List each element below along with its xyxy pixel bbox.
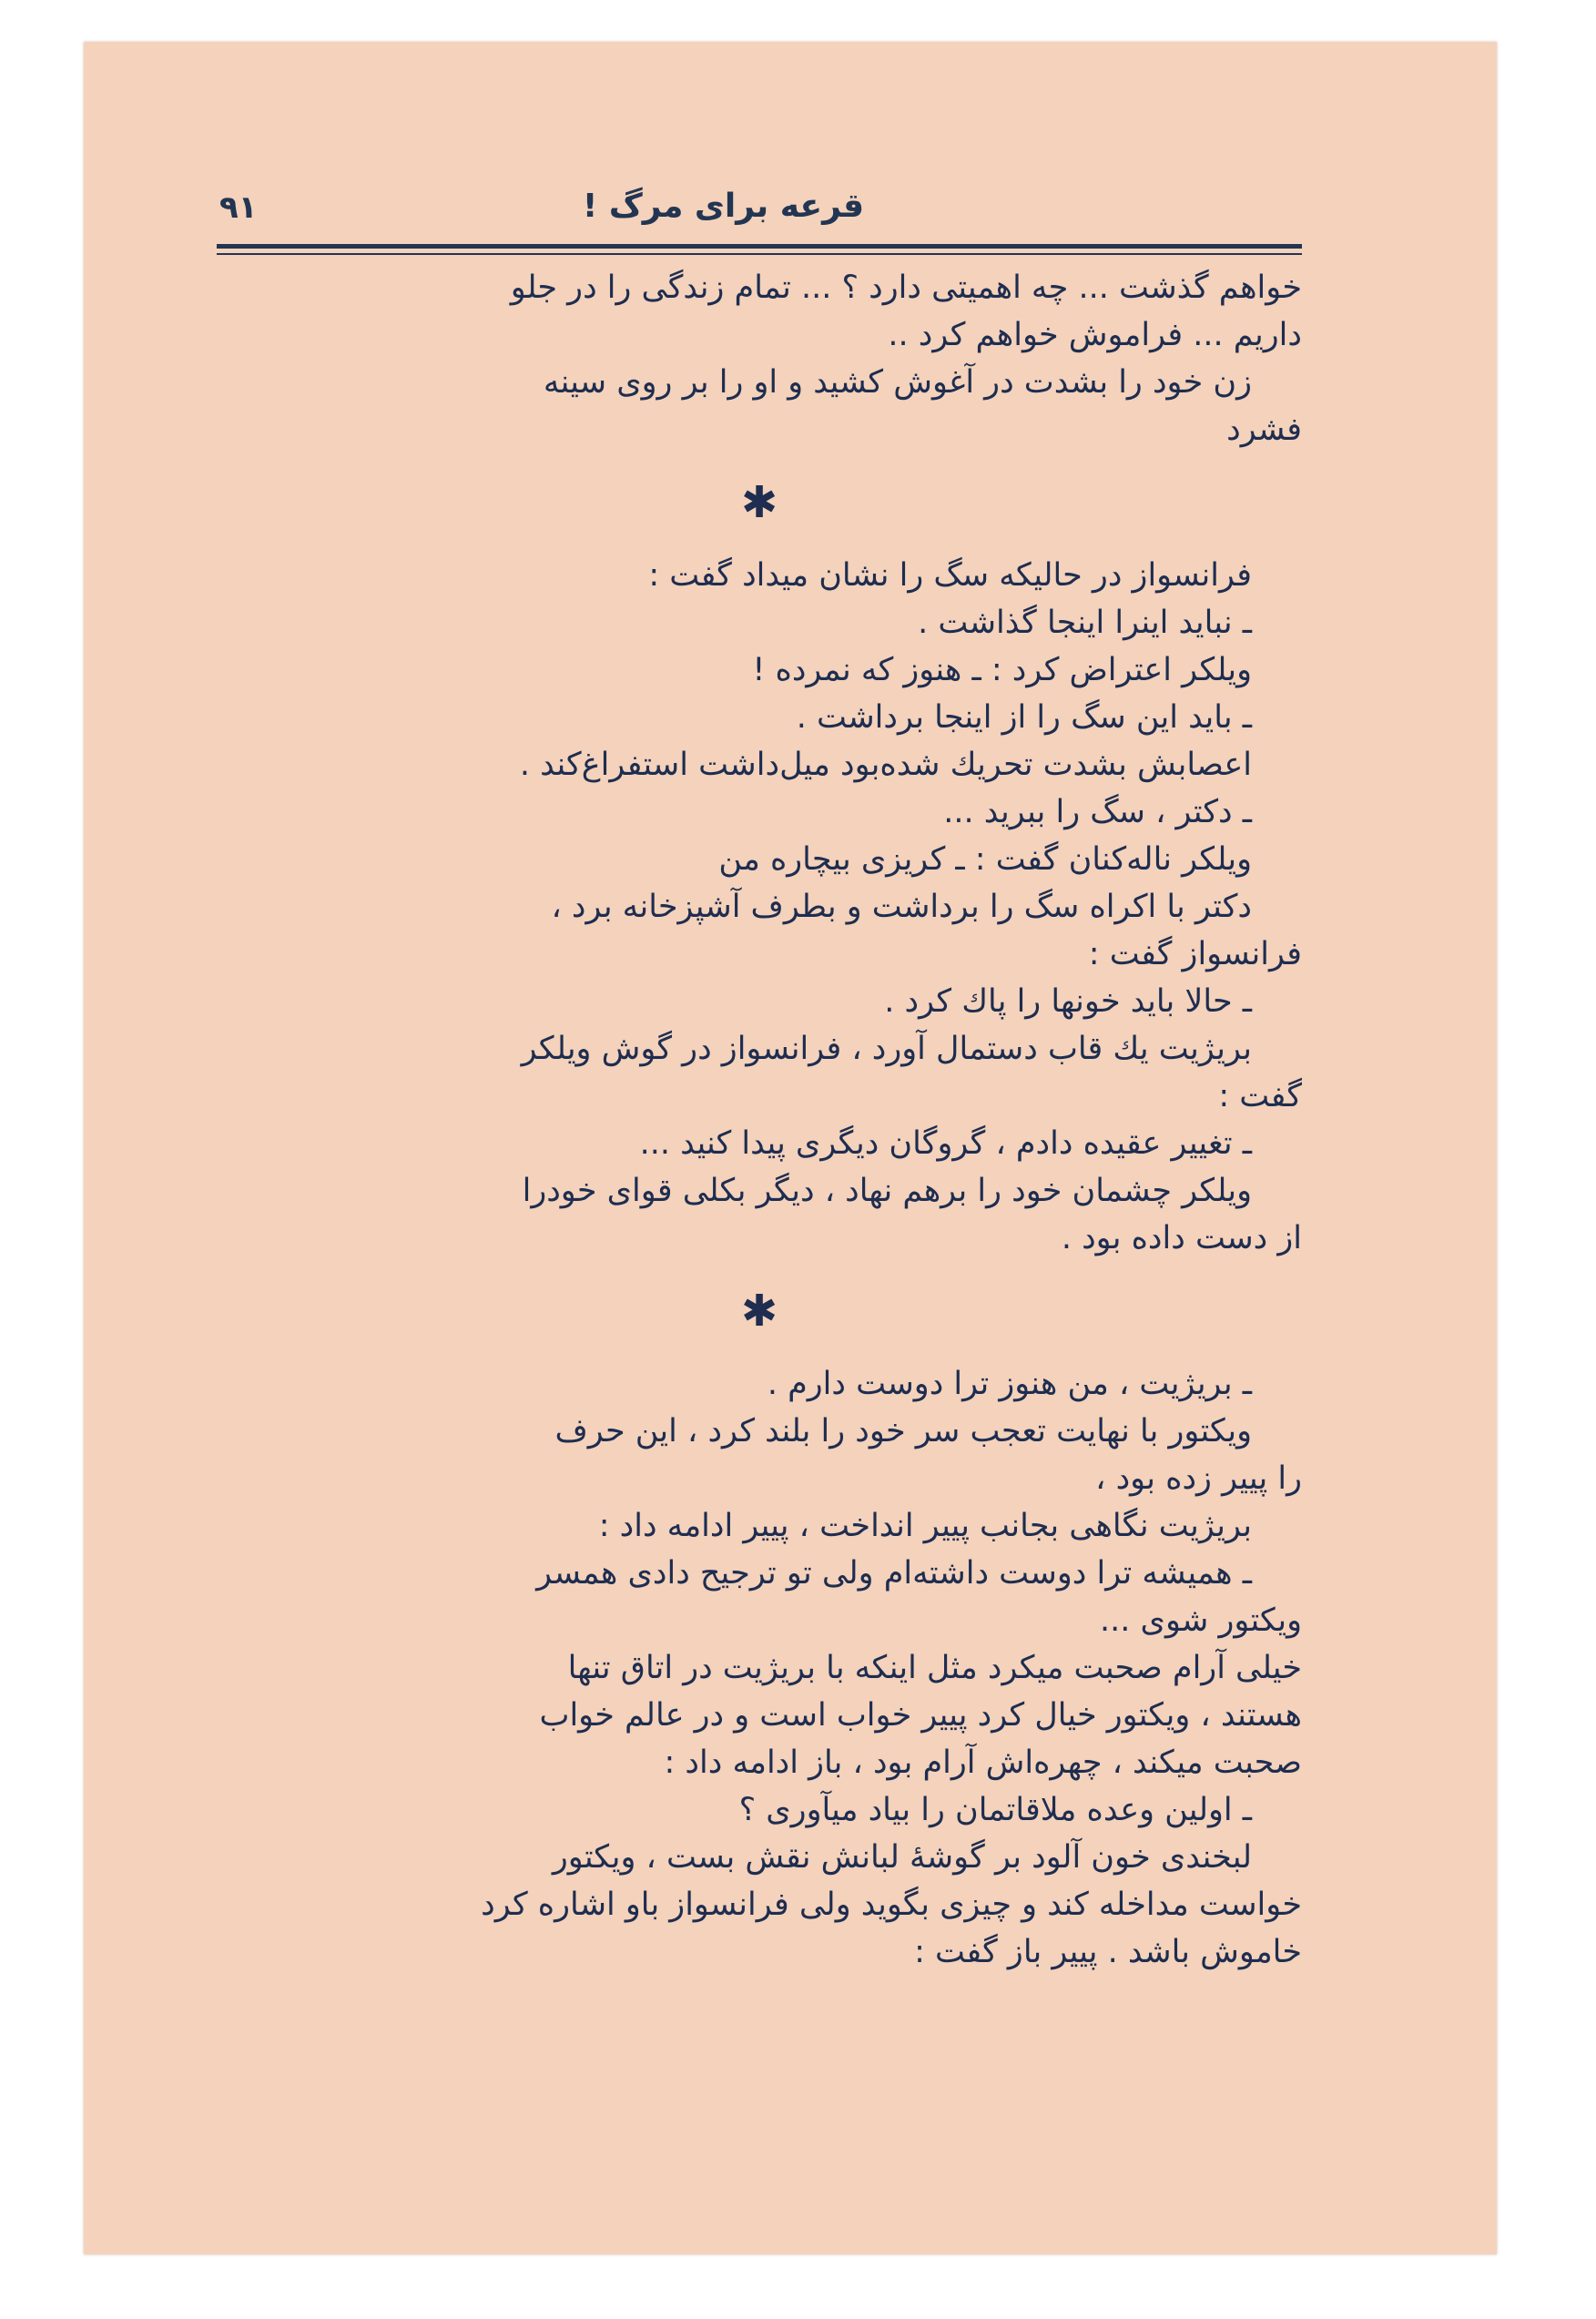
text-line: خواهم گذشت ... چه اهمیتی دارد ؟ ... تمام زندگی را در جلو [510,270,1302,306]
text-line: بریژیت یك قاب دستمال آورد ، فرانسواز در گوش ویلکر [521,1031,1252,1067]
header-rule-thick [217,244,1302,249]
text-line: فشرد [1226,412,1302,448]
section-separator-asterisk: ✱ [740,477,778,528]
text-line: ـ باید این سگ را از اینجا برداشت . [796,699,1252,736]
page-header [148,182,1298,237]
page-number: ۹۱ [219,189,258,226]
text-line: ویلکر چشمان خود را برهم نهاد ، دیگر بکلی قوای خودرا [522,1173,1252,1209]
text-line: ویکتور با نهایت تعجب سر خود را بلند کرد ، این حرف [554,1413,1252,1449]
text-line: لبخندی خون آلود بر گوشهٔ لبانش نقش بست ، ویکتور [552,1839,1252,1876]
text-line: را پییر زده بود ، [1095,1460,1302,1497]
text-line: فرانسواز در حالیکه سگ را نشان میداد گفت : [648,557,1252,594]
header-rule-thin [217,253,1302,255]
text-line: ـ همیشه ترا دوست داشته‌ام ولی تو ترجیح دادی همسر [536,1555,1252,1592]
text-line: بریژیت نگاهی بجانب پییر انداخت ، پییر ادامه داد : [598,1508,1252,1544]
text-line: ویلکر ناله‌کنان گفت : ـ کریزی بیچاره من [718,841,1252,878]
text-line: دکتر با اکراه سگ را برداشت و بطرف آشپزخانه برد ، [551,889,1252,925]
text-line: فرانسواز گفت : [1088,936,1302,972]
text-line: خیلی آرام صحبت میکرد مثل اینکه با بریژیت در اتاق تنها [567,1650,1302,1686]
text-line: ـ دکتر ، سگ را ببرید ... [943,794,1252,830]
text-line: ـ نباید اینرا اینجا گذاشت . [918,605,1252,641]
text-line: ویلکر اعتراض کرد : ـ هنوز که نمرده ! [752,652,1252,688]
text-line: ویکتور شوی ... [1100,1602,1302,1639]
text-line: گفت : [1218,1078,1302,1114]
section-separator-asterisk: ✱ [740,1286,778,1337]
text-line: ـ اولین وعده ملاقاتمان را بیاد میآوری ؟ [738,1792,1252,1828]
text-line: ـ بریژیت ، من هنوز ترا دوست دارم . [767,1366,1252,1402]
text-line: از دست داده بود . [1061,1220,1302,1256]
text-line: زن خود را بشدت در آغوش کشید و او را بر روی سینه [543,364,1252,401]
text-line: اعصابش بشدت تحریك شده‌بود میل‌داشت استفراغ‌کند . [519,747,1252,783]
text-line: ـ تغییر عقیده دادم ، گروگان دیگری پیدا کنید ... [639,1125,1252,1162]
text-line: ـ حالا باید خونها را پاك کرد . [884,983,1252,1020]
running-title: قرعه برای مرگ ! [582,188,865,225]
text-line: داریم ... فراموش خواهم کرد .. [888,317,1302,353]
text-line: صحبت میکند ، چهره‌اش آرام بود ، باز ادامه داد : [664,1744,1302,1781]
body-text [217,264,1302,1976]
text-line: خواست مداخله کند و چیزی بگوید ولی فرانسواز باو اشاره کرد [481,1887,1302,1923]
text-line: خاموش باشد . پییر باز گفت : [914,1934,1302,1970]
text-line: هستند ، ویکتور خیال کرد پییر خواب است و در عالم خواب [539,1697,1302,1734]
